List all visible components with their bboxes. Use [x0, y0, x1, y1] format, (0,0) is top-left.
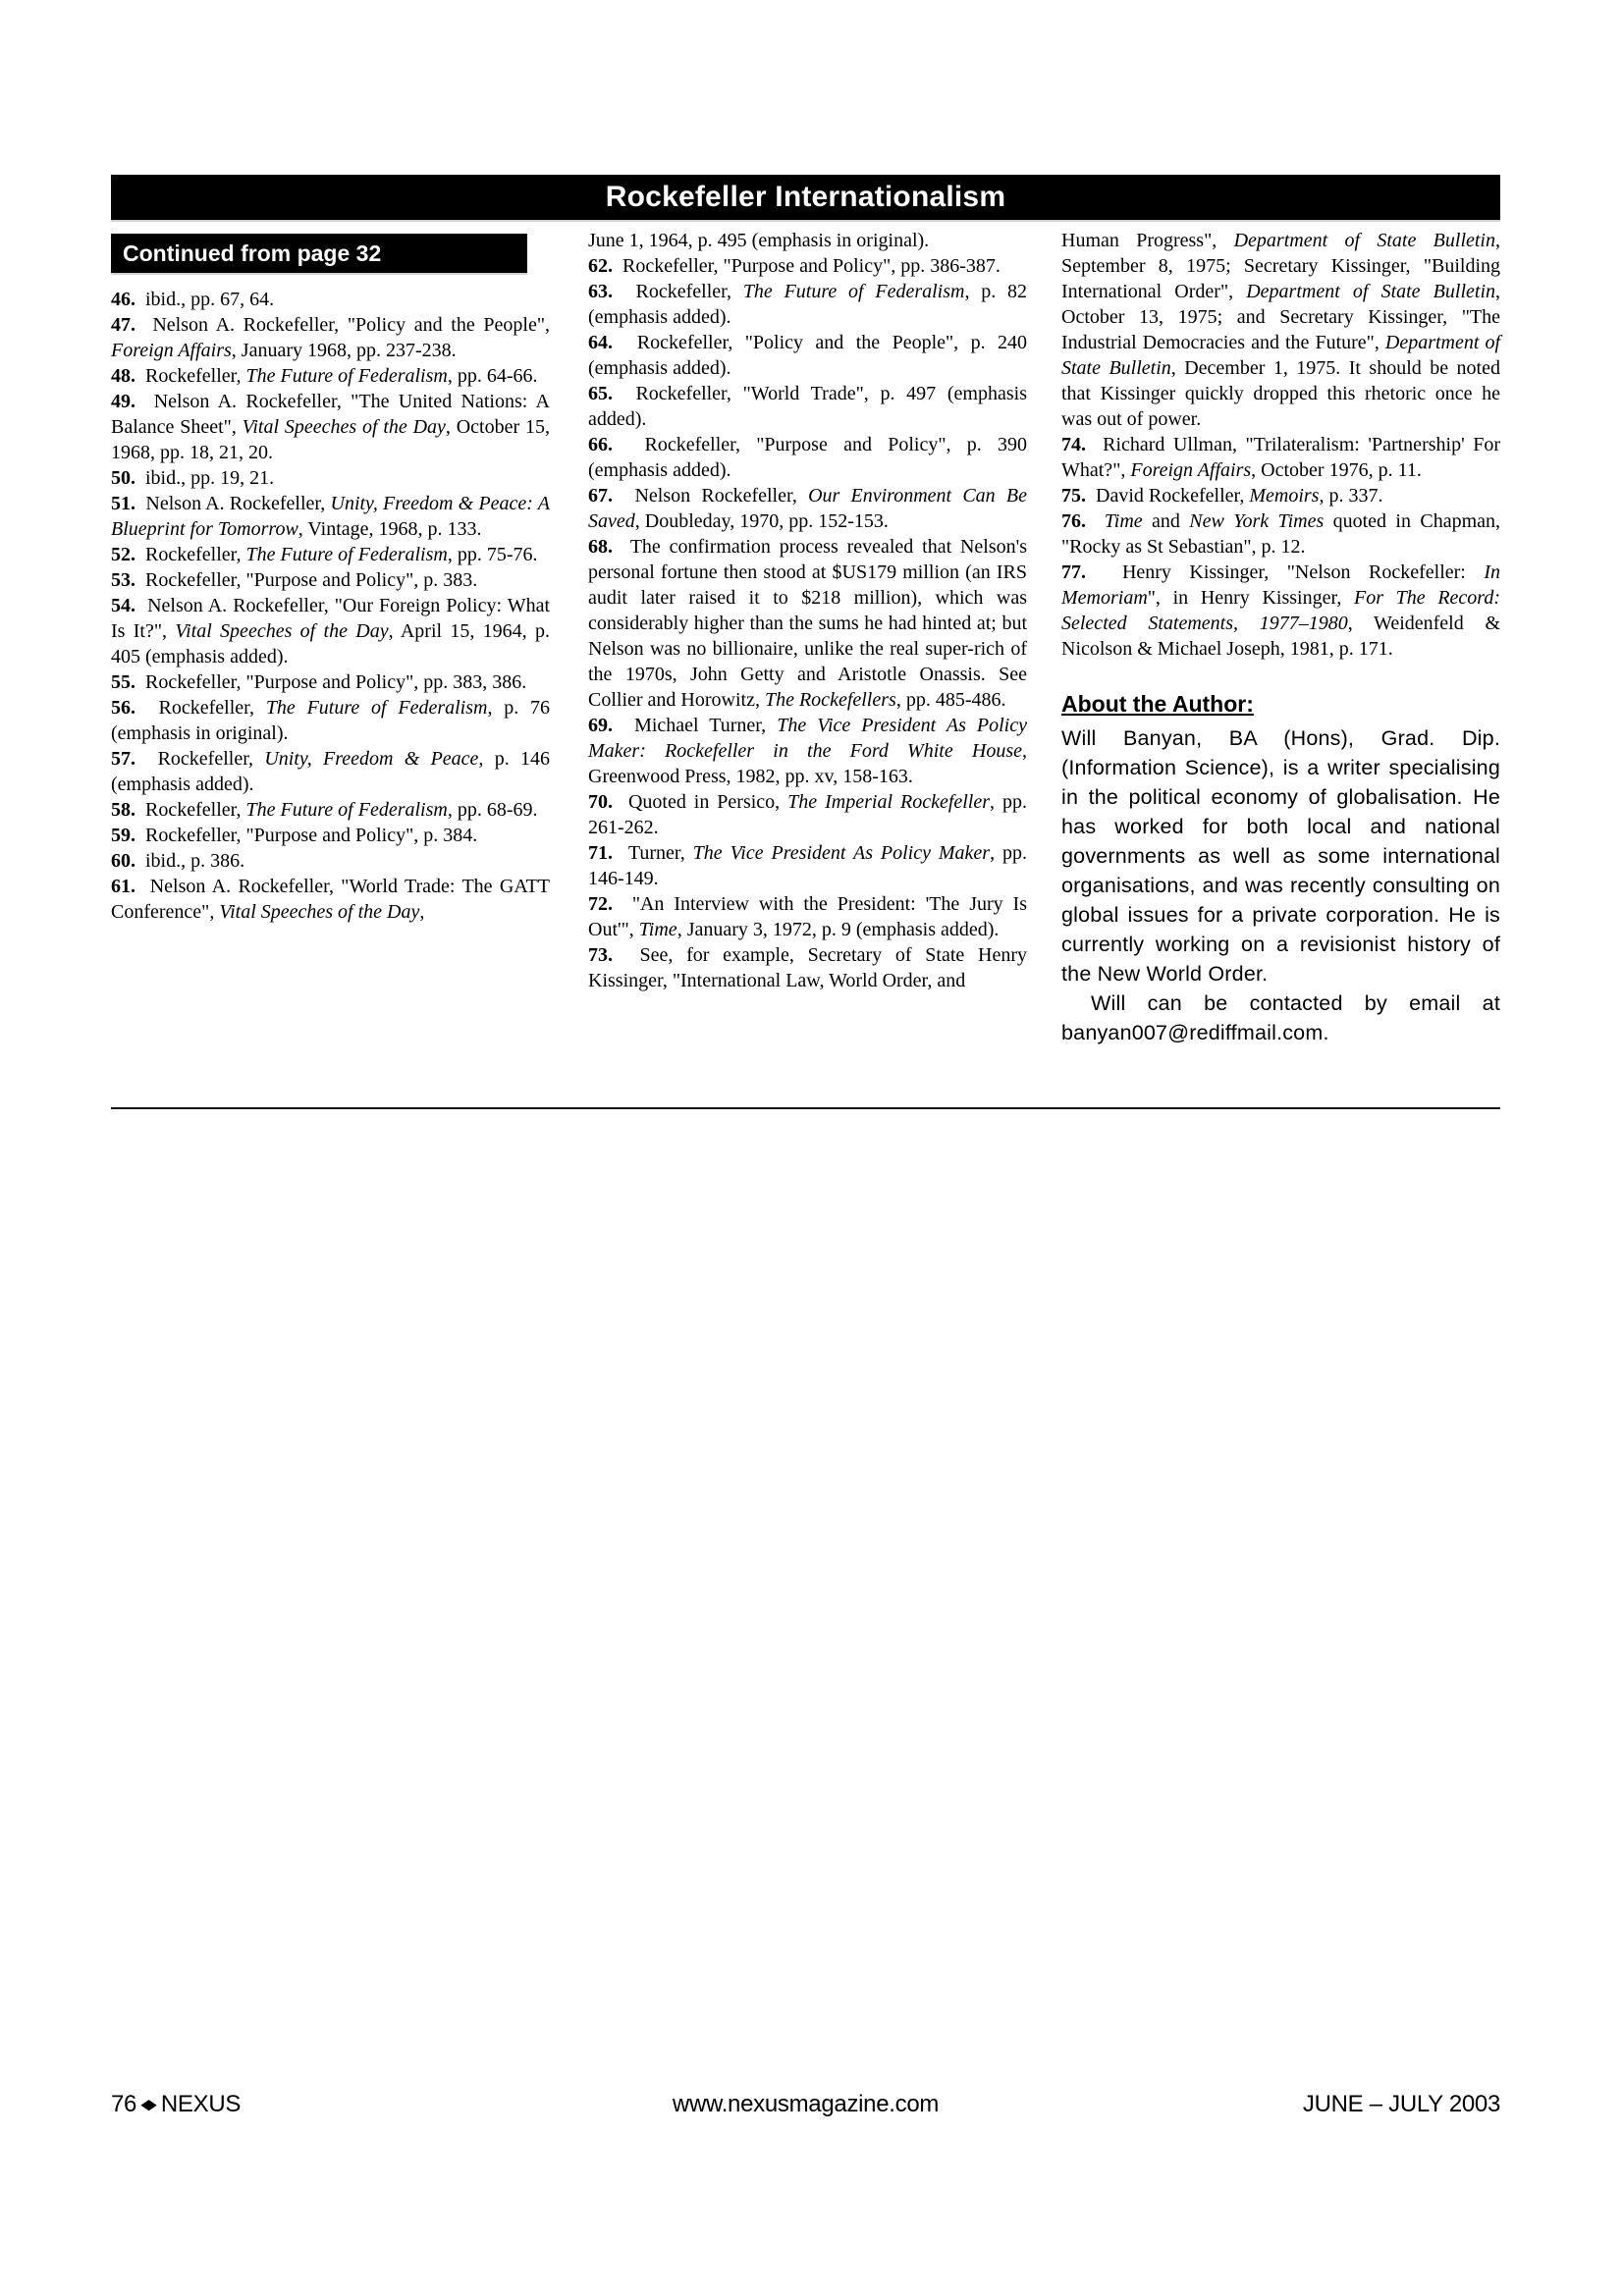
footnote: 47. Nelson A. Rockefeller, "Policy and the People", Foreign Affairs, January 1968, pp. 237-238.	[111, 314, 551, 361]
article-title: Rockefeller Internationalism	[605, 181, 1006, 213]
footnote: 66. Rockefeller, "Purpose and Policy", p. 390 (emphasis added).	[588, 434, 1027, 481]
footnote: 51. Nelson A. Rockefeller, Unity, Freedom & Peace: A Blueprint for Tomorrow, Vintage, 1968, p. 133.	[111, 493, 551, 540]
footnotes-column-1	[111, 287, 550, 925]
page-number: 76	[111, 2091, 137, 2117]
footnote: 75. David Rockefeller, Memoirs, p. 337.	[1061, 485, 1383, 507]
continued-from-label	[111, 234, 527, 273]
footnote: 67. Nelson Rockefeller, Our Environment Can Be Saved, Doubleday, 1970, pp. 152-153.	[588, 485, 1028, 532]
footnote: 53. Rockefeller, "Purpose and Policy", p. 383.	[111, 569, 478, 591]
footer-left	[111, 2091, 574, 2118]
footnote: Human Progress", Department of State Bulletin, September 8, 1975; Secretary Kissinger, "Building International Order", Department of State Bulletin, October 13, 1975; and Secretary Kissinger, "The Industrial Democracies and the Future", Department of State Bulletin, December 1, 1975. It should be noted that Kissinger quickly dropped this rhetoric once he was out of power.	[1061, 230, 1501, 430]
about-author-section	[1061, 691, 1500, 1047]
footnote: 52. Rockefeller, The Future of Federalism, pp. 75-76.	[111, 544, 538, 565]
magazine-name: NEXUS	[160, 2091, 242, 2117]
footnote: 74. Richard Ullman, "Trilateralism: 'Partnership' For What?", Foreign Affairs, October 1976, p. 11.	[1061, 434, 1501, 481]
footnote: 72. "An Interview with the President: 'The Jury Is Out'", Time, January 3, 1972, p. 9 (emphasis added).	[588, 893, 1027, 940]
footnote: 58. Rockefeller, The Future of Federalism, pp. 68-69.	[111, 799, 538, 821]
footnote: 68. The confirmation process revealed that Nelson's personal fortune then stood at $US179 million (an IRS audit later raised it to $218 million), which was considerably higher than the sums he had hinted at; but Nelson was no billionaire, unlike the real super-rich of the 1970s, John Getty and Aristotle Onassis. See Collier and Horowitz, The Rockefellers, pp. 485-486.	[588, 536, 1028, 711]
footnote: 61. Nelson A. Rockefeller, "World Trade: The GATT Conference", Vital Speeches of the Day,	[111, 876, 550, 923]
footnote: 70. Quoted in Persico, The Imperial Rockefeller, pp. 261-262.	[588, 791, 1027, 838]
footnote: 77. Henry Kissinger, "Nelson Rockefeller: In Memoriam", in Henry Kissinger, For The Record: Selected Statements, 1977–1980, Weidenfeld & Nicolson & Michael Joseph, 1981, p. 171.	[1061, 561, 1501, 660]
footnote: 76. Time and New York Times quoted in Chapman, "Rocky as St Sebastian", p. 12.	[1061, 510, 1500, 558]
footnote: 69. Michael Turner, The Vice President As Policy Maker: Rockefeller in the Ford White House, Greenwood Press, 1982, pp. xv, 158-163.	[588, 715, 1027, 787]
footnote: 59. Rockefeller, "Purpose and Policy", p. 384.	[111, 825, 478, 846]
footnote: 64. Rockefeller, "Policy and the People", p. 240 (emphasis added).	[588, 332, 1028, 379]
about-author-heading: About the Author:	[1061, 691, 1254, 717]
footnote: 50. ibid., pp. 19, 21.	[111, 467, 275, 489]
footnote: 57. Rockefeller, Unity, Freedom & Peace, p. 146 (emphasis added).	[111, 748, 550, 795]
footnote: 48. Rockefeller, The Future of Federalism, pp. 64-66.	[111, 365, 538, 387]
footnote: 60. ibid., p. 386.	[111, 850, 245, 872]
diamond-bullet-icon: ◆	[140, 2096, 157, 2112]
page-footer	[111, 2091, 1500, 2118]
footnotes-column-2	[588, 228, 1027, 993]
footnote: 63. Rockefeller, The Future of Federalism, p. 82 (emphasis added).	[588, 281, 1028, 328]
issue-date: JUNE – JULY 2003	[1302, 2091, 1501, 2117]
divider-rule	[111, 1107, 1500, 1109]
footnote: 46. ibid., pp. 67, 64.	[111, 289, 275, 310]
footnote: 54. Nelson A. Rockefeller, "Our Foreign Policy: What Is It?", Vital Speeches of the Day, April 15, 1964, p. 405 (emphasis added).	[111, 595, 551, 667]
footnote: 56. Rockefeller, The Future of Federalism, p. 76 (emphasis in original).	[111, 697, 551, 744]
website-url: www.nexusmagazine.com	[672, 2091, 940, 2117]
continued-from-text: Continued from page 32	[123, 240, 382, 266]
footnote: 73. See, for example, Secretary of State Henry Kissinger, "International Law, World Order, and	[588, 944, 1027, 991]
about-author-contact: Will can be contacted by email at banyan007@rediffmail.com.	[1061, 991, 1500, 1044]
footnote: 71. Turner, The Vice President As Policy Maker, pp. 146-149.	[588, 842, 1028, 889]
footnotes-column-3	[1061, 228, 1500, 1047]
footnote: June 1, 1964, p. 495 (emphasis in original).	[588, 230, 930, 251]
footnote: 62. Rockefeller, "Purpose and Policy", pp. 386-387.	[588, 255, 1001, 277]
footnote: 49. Nelson A. Rockefeller, "The United Nations: A Balance Sheet", Vital Speeches of the Day, October 15, 1968, pp. 18, 21, 20.	[111, 391, 550, 463]
footnote: 55. Rockefeller, "Purpose and Policy", pp. 383, 386.	[111, 671, 527, 693]
footnotes-column-3-notes	[1061, 228, 1500, 662]
footnote: 65. Rockefeller, "World Trade", p. 497 (emphasis added).	[588, 383, 1027, 430]
about-author-bio: Will Banyan, BA (Hons), Grad. Dip. (Information Science), is a writer specialising in the political economy of globalisation. He has worked for both local and national governments as well as some international organisations, and was recently consulting on global issues for a private corporation. He is currently working on a revisionist history of the New World Order.	[1061, 726, 1500, 986]
article-title-bar	[111, 175, 1500, 220]
